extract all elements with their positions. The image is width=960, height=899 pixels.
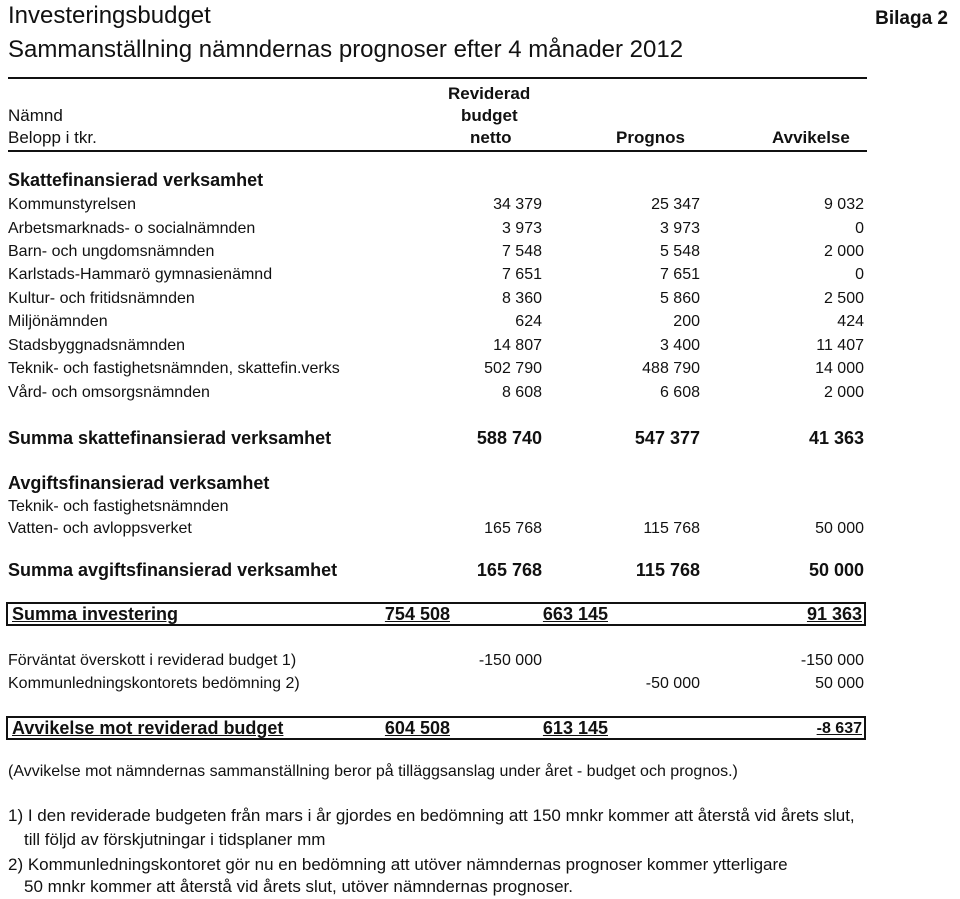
row-budget: 3 973	[501, 220, 542, 237]
total-investment-box	[6, 602, 866, 626]
section-heading-fee: Avgiftsfinansierad verksamhet	[8, 473, 270, 493]
row-prognos: 25 347	[651, 196, 700, 213]
row-name: Kommunstyrelsen	[8, 196, 137, 213]
row-prognos: 6 608	[659, 384, 700, 401]
footnote-2-line-1: 2) Kommunledningskontoret gör nu en bedömning att utöver nämndernas prognoser kommer ytterligare	[8, 855, 788, 874]
row-avvikelse: 9 032	[823, 196, 864, 213]
row-name: Barn- och ungdomsnämnden	[8, 243, 215, 260]
row-prognos: -50 000	[645, 675, 700, 692]
deviation-budget: 604 508	[384, 718, 450, 738]
sum-avvikelse: 50 000	[808, 560, 864, 580]
header-bottom-rule	[8, 150, 867, 152]
table-row	[0, 266, 960, 288]
table-row	[0, 220, 960, 242]
sum-row-tax	[0, 428, 960, 450]
row-budget: 34 379	[493, 196, 542, 213]
row-avvikelse: 2 000	[823, 384, 864, 401]
col-budget-header-line1: Reviderad	[448, 84, 531, 103]
row-budget: -150 000	[478, 652, 542, 669]
total-avvikelse: 91 363	[806, 604, 862, 624]
row-budget: 8 360	[501, 290, 542, 307]
deviation-avvikelse: -8 637	[816, 720, 862, 737]
section-heading-tax: Skattefinansierad verksamhet	[8, 170, 264, 190]
table-row	[0, 243, 960, 265]
col-avvikelse-header: Avvikelse	[772, 128, 850, 147]
row-name: Stadsbyggnadsnämnden	[8, 337, 186, 354]
footnote-1-line-2: till följd av förskjutningar i tidsplaner mm	[24, 830, 326, 849]
adjustment-row	[0, 675, 960, 697]
col-budget-header-line3: netto	[470, 128, 512, 147]
sum-prognos: 547 377	[634, 428, 700, 448]
note-parenthetical: (Avvikelse mot nämndernas sammanställning beror på tilläggsanslag under året - budget och prognos.)	[8, 763, 738, 780]
row-avvikelse: 11 407	[816, 337, 864, 354]
row-budget: 7 651	[501, 266, 542, 283]
table-row	[0, 337, 960, 359]
col-prognos-header: Prognos	[616, 128, 685, 147]
row-avvikelse: 424	[837, 313, 864, 330]
row-prognos: 3 973	[659, 220, 700, 237]
row-budget: 502 790	[484, 360, 542, 377]
row-prognos: 5 860	[659, 290, 700, 307]
table-row	[0, 313, 960, 335]
row-avvikelse: -150 000	[800, 652, 864, 669]
row-prognos: 115 768	[643, 520, 700, 537]
subheading-name: Teknik- och fastighetsnämnden	[8, 498, 229, 515]
col-budget-header-line2: budget	[461, 106, 518, 125]
row-name: Kommunledningskontorets bedömning 2)	[8, 675, 300, 692]
page-subtitle: Sammanställning nämndernas prognoser efter 4 månader 2012	[8, 36, 684, 63]
row-avvikelse: 2 500	[823, 290, 864, 307]
row-prognos: 7 651	[659, 266, 700, 283]
sum-prognos: 115 768	[635, 560, 700, 580]
deviation-name: Avvikelse mot reviderad budget	[12, 718, 284, 738]
footnote-1-line-1: 1) I den reviderade budgeten från mars i år gjordes en bedömning att 150 mnkr kommer att återstå vid årets slut,	[8, 806, 855, 825]
row-avvikelse: 50 000	[815, 520, 864, 537]
col-name-header: Nämnd	[8, 106, 63, 125]
total-prognos: 663 145	[542, 604, 608, 624]
row-name: Karlstads-Hammarö gymnasienämnd	[8, 266, 273, 283]
total-budget: 754 508	[384, 604, 450, 624]
sum-row-fee	[0, 560, 960, 582]
table-row	[0, 290, 960, 312]
sum-budget: 588 740	[476, 428, 542, 448]
row-prognos: 200	[673, 313, 700, 330]
deviation-prognos: 613 145	[542, 718, 608, 738]
row-prognos: 5 548	[659, 243, 700, 260]
row-budget: 14 807	[493, 337, 542, 354]
row-name: Vatten- och avloppsverket	[8, 520, 192, 537]
row-avvikelse: 0	[855, 220, 864, 237]
row-budget: 7 548	[501, 243, 542, 260]
row-avvikelse: 0	[855, 266, 864, 283]
appendix-label: Bilaga 2	[875, 8, 948, 29]
row-name: Teknik- och fastighetsnämnden, skattefin.verks	[8, 360, 340, 377]
row-name: Miljönämnden	[8, 313, 108, 330]
row-name: Arbetsmarknads- o socialnämnden	[8, 220, 256, 237]
row-name: Vård- och omsorgsnämnden	[8, 384, 210, 401]
page-title: Investeringsbudget	[8, 2, 211, 29]
row-budget: 624	[515, 313, 542, 330]
row-prognos: 3 400	[659, 337, 700, 354]
sum-budget: 165 768	[476, 560, 542, 580]
col-unit-header: Belopp i tkr.	[8, 128, 97, 147]
adjustment-row	[0, 652, 960, 674]
row-name: Kultur- och fritidsnämnden	[8, 290, 195, 307]
table-row	[0, 520, 960, 542]
row-prognos: 488 790	[642, 360, 700, 377]
section-subheading-fee	[0, 498, 960, 520]
row-name: Förväntat överskott i reviderad budget 1)	[8, 652, 297, 669]
deviation-box	[6, 716, 866, 740]
table-row	[0, 196, 960, 218]
table-row	[0, 384, 960, 406]
row-budget: 165 768	[484, 520, 542, 537]
sum-name: Summa avgiftsfinansierad verksamhet	[8, 560, 338, 580]
row-budget: 8 608	[501, 384, 542, 401]
row-avvikelse: 14 000	[815, 360, 864, 377]
sum-avvikelse: 41 363	[808, 428, 864, 448]
total-name: Summa investering	[12, 604, 179, 624]
row-avvikelse: 50 000	[815, 675, 864, 692]
header-top-rule	[8, 77, 867, 79]
sum-name: Summa skattefinansierad verksamhet	[8, 428, 332, 448]
table-row	[0, 360, 960, 382]
footnote-2-line-2: 50 mnkr kommer att återstå vid årets slut, utöver nämndernas prognoser.	[24, 877, 573, 896]
row-avvikelse: 2 000	[823, 243, 864, 260]
